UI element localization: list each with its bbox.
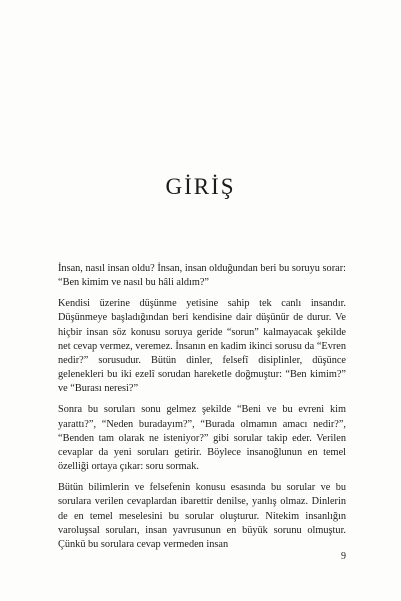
paragraph-3: Sonra bu soruları sonu gelmez şekilde “Beni ve bu evreni kim yarattı?”, “Neden buradayım?”, “Burada olmamın amacı nedir?”, “Benden tam olarak ne isteniyor?” gibi sorular takip eder. Verilen cevaplar da yeni soruları getirir. Böylece insanoğlunun en temel özelliği ortaya çıkar: soru sormak.	[58, 404, 346, 473]
chapter-title: GİRİŞ	[165, 174, 236, 199]
page-number: 9	[341, 551, 346, 562]
paragraph-1: İnsan, nasıl insan oldu? İnsan, insan olduğundan beri bu soruyu sorar: “Ben kimim ve nasıl bu hâli aldım?”	[58, 263, 346, 289]
paragraph-4: Bütün bilimlerin ve felsefenin konusu esasında bu sorular ve bu sorulara verilen cevaplardan ibarettir denilse, yanlış olmaz. Dinlerin de en temel meselesini bu sorular oluşturur. Nitekim insanlığın varoluşsal soruları, insan yavrusunun en büyük sorunu olmuştur. Çünkü bu sorulara cevap vermeden insan	[58, 482, 346, 550]
paragraph-2: Kendisi üzerine düşünme yetisine sahip tek canlı insandır. Düşünmeye başladığından beri kendisine dair düşünür de durur. Ve hiçbir insan söz konusu soruya geride “sorun” kalmayacak şekilde net cevap vermez, veremez. İnsanın en kadim ikinci sorusu da “Evren nedir?” sorusudur. Bütün dinler, felsefî disiplinler, düşünce gelenekleri bu iki ezelî sorudan hareketle doğmuştur: “Ben kimim?” ve “Burası neresi?”	[58, 298, 346, 395]
body-text	[58, 262, 346, 559]
